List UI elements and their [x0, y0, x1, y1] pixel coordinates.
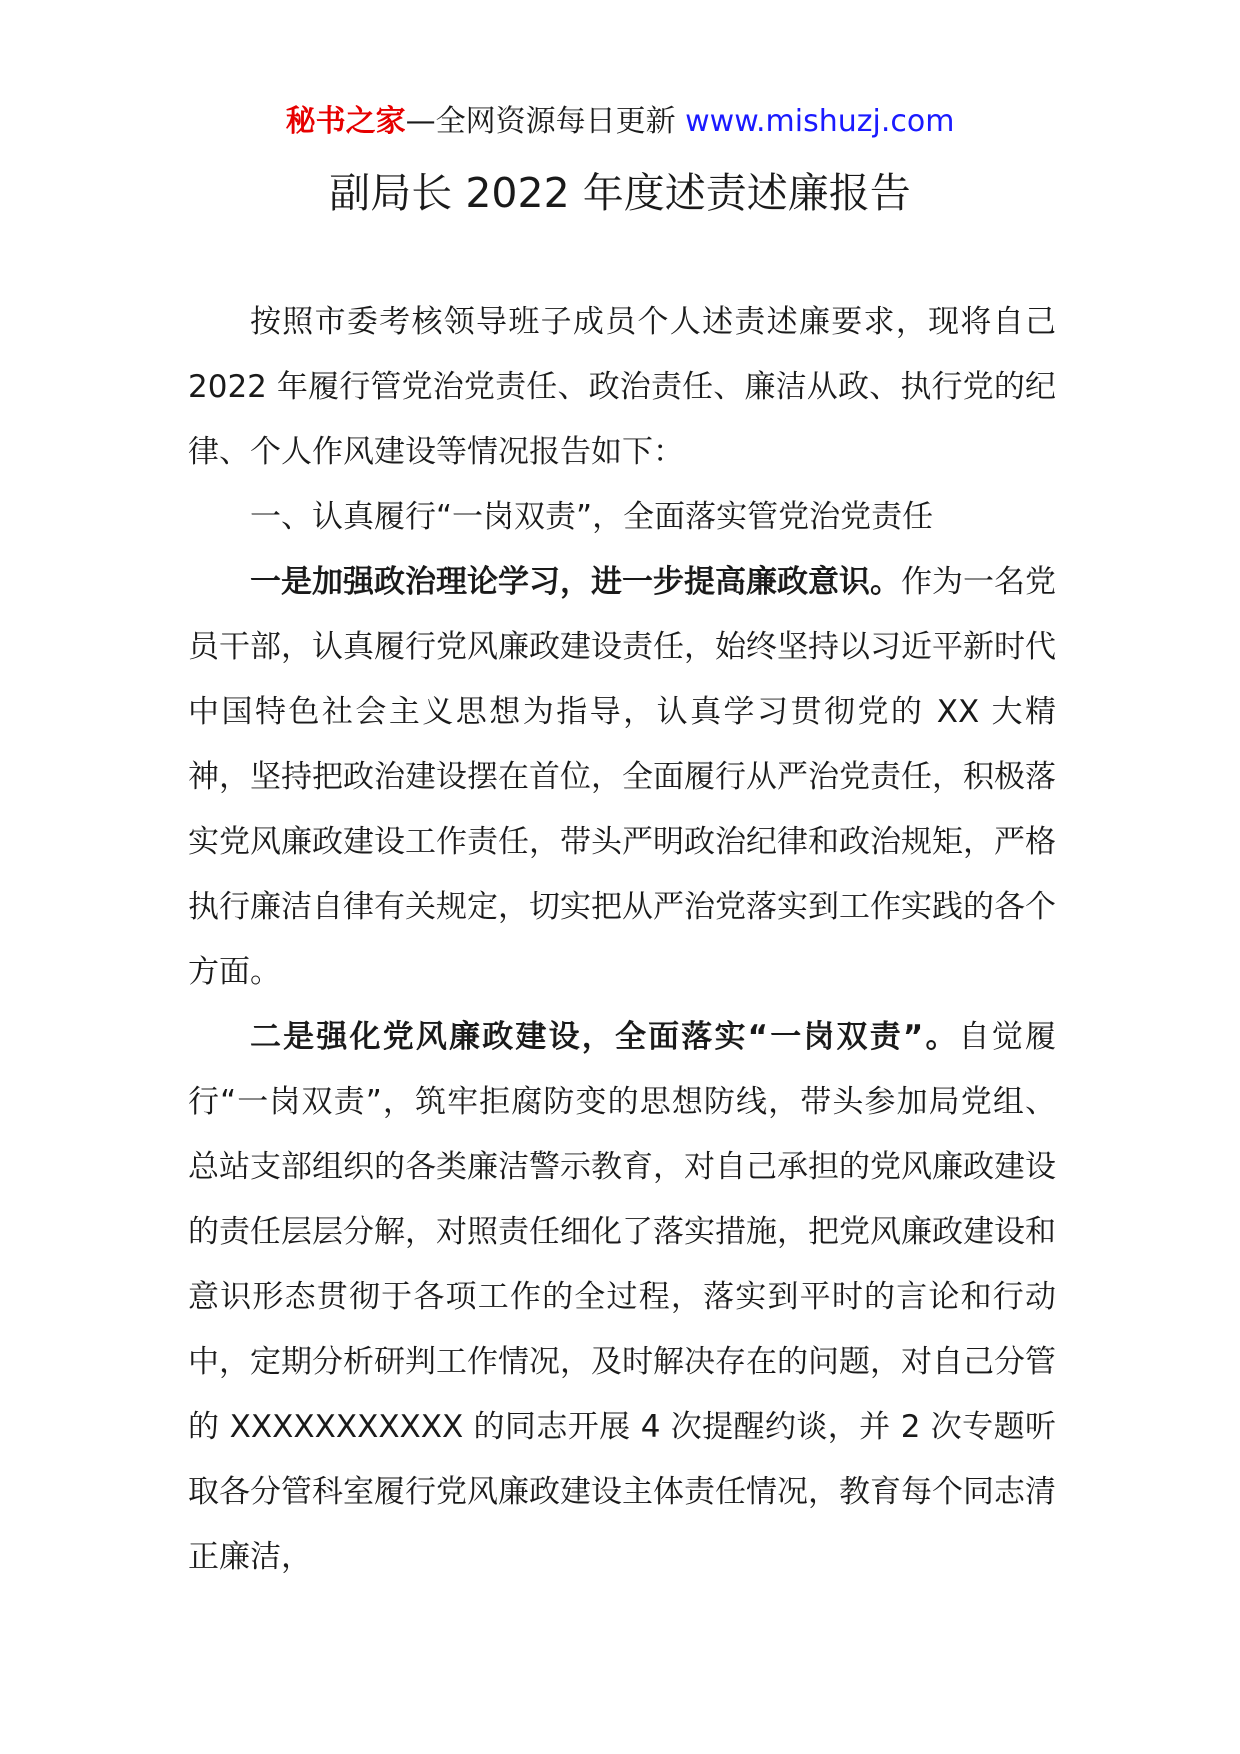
paragraph-1-text: 作为一名党员干部，认真履行党风廉政建设责任，始终坚持以习近平新时代中国特色社会主义思想为指导，认真学习贯彻党的 XX 大精神，坚持把政治建设摆在首位，全面履行从严治党责任，积极落实党风廉政建设工作责任，带头严明政治纪律和政治规矩，严格执行廉洁自律有关规定，切实把从严治党落实到工作实践的各个方面。: [188, 564, 1056, 990]
paragraph-1: [188, 550, 1056, 1005]
intro-paragraph: 按照市委考核领导班子成员个人述责述廉要求，现将自己 2022 年履行管党治党责任、政治责任、廉洁从政、执行党的纪律、个人作风建设等情况报告如下：: [188, 304, 1056, 470]
paragraph-1-lead: 一是加强政治理论学习，进一步提高廉政意识。: [250, 564, 901, 600]
document-title: 副局长 2022 年度述责述廉报告: [329, 169, 911, 217]
brand-name: 秘书之家: [285, 104, 406, 139]
paragraph-2-text: 自觉履行“一岗双责”，筑牢拒腐防变的思想防线，带头参加局党组、总站支部组织的各类廉洁警示教育，对自己承担的党风廉政建设的责任层层分解，对照责任细化了落实措施，把党风廉政建设和意识形态贯彻于各项工作的全过程，落实到平时的言论和行动中，定期分析研判工作情况，及时解决存在的问题，对自己分管的 XXXXXXXXXXX 的同志开展 4 次提醒约谈，并 2 次专题听取各分管科室履行党风廉政建设主体责任情况，教育每个同志清正廉洁，: [188, 1019, 1057, 1575]
paragraph-2-lead: 二是强化党风廉政建设，全面落实“一岗双责”。: [250, 1019, 959, 1055]
paragraph-2: [188, 1005, 1056, 1590]
document-body: [188, 290, 1056, 1590]
watermark-header: [0, 100, 1240, 144]
site-url: www.mishuzj.com: [685, 104, 955, 139]
header-tagline: —全网资源每日更新: [405, 104, 686, 139]
section-heading: 一、认真履行“一岗双责”，全面落实管党治党责任: [250, 499, 934, 535]
